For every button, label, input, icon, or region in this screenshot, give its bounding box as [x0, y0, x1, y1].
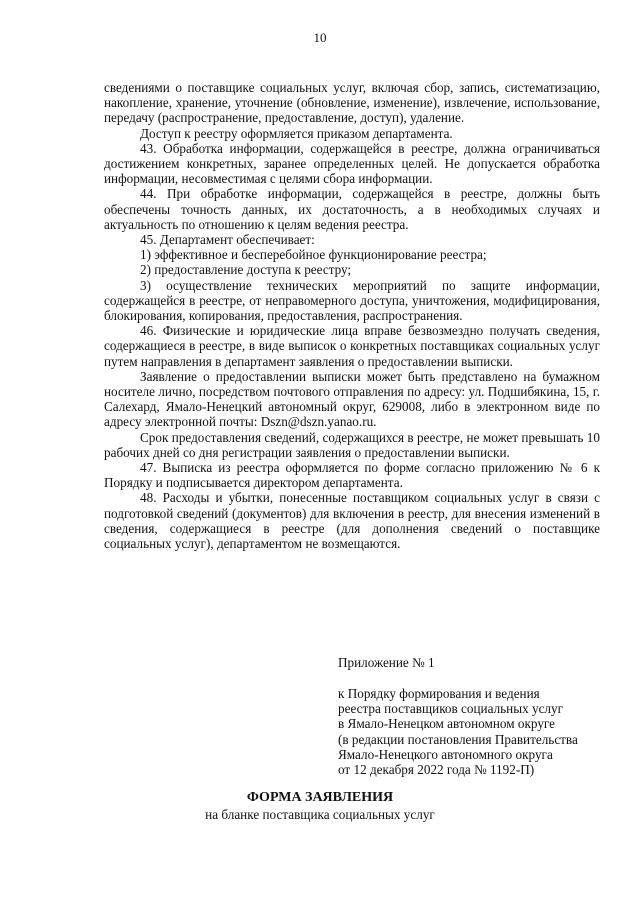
paragraph: Заявление о предоставлении выписки может быть представлено на бумажном носителе лично, посредством почтового отправления по адресу: ул. Подшибякина, 15, г. Салехард, Ямало-Ненецкий автономный округ, 629008, либо в электронном виде по адресу электронной почты: Dszn@dszn.yanao.ru. — [104, 368, 600, 430]
appendix-line: в Ямало-Ненецком автономном округе — [338, 716, 555, 732]
appendix-line: к Порядку формирования и ведения — [338, 686, 540, 701]
paragraph: 47. Выписка из реестра оформляется по форме согласно приложению № 6 к Порядку и подписывается директором департамента. — [104, 460, 600, 491]
document-body — [104, 80, 600, 551]
paragraph: 1) эффективное и бесперебойное функционирование реестра; — [140, 247, 487, 263]
appendix-title: Приложение № 1 — [338, 655, 435, 670]
page-number: 10 — [313, 30, 327, 45]
paragraph: 46. Физические и юридические лица вправе безвозмездно получать сведения, содержащиеся в реестре, в виде выписок о конкретных поставщиках социальных услуг путем направления в департамент заявления о предоставлении выписки. — [104, 323, 600, 369]
paragraph: 44. При обработке информации, содержащейся в реестре, должны быть обеспечены точность данных, их достаточность, а в необходимых случаях и актуальность по отношению к целям ведения реестра. — [104, 186, 600, 232]
appendix-line: Ямало-Ненецкого автономного округа — [338, 746, 553, 762]
paragraph: 2) предоставление доступа к реестру; — [140, 262, 352, 278]
paragraph: Доступ к реестру оформляется приказом департамента. — [140, 125, 453, 141]
paragraph: сведениями о поставщике социальных услуг, включая сбор, запись, систематизацию, накопление, хранение, уточнение (обновление, изменение), извлечение, использование, передачу (распространение, предоставление, доступ), удаление. — [104, 80, 600, 126]
appendix-line: от 12 декабря 2022 года № 1192-П) — [338, 762, 535, 778]
form-title: ФОРМА ЗАЯВЛЕНИЯ — [246, 790, 394, 805]
paragraph: 45. Департамент обеспечивает: — [140, 232, 315, 248]
paragraph: 43. Обработка информации, содержащейся в реестре, должна ограничиваться достижением конкретных, заранее определенных целей. Не допускается обработка информации, несовместимая с целями сбора информации. — [104, 140, 600, 187]
paragraph: 3) осуществление технических мероприятий по защите информации, содержащейся в реестре, от неправомерного доступа, уничтожения, модифицирования, блокирования, копирования, предоставления, распространения. — [104, 277, 600, 324]
appendix-line: (в редакции постановления Правительства — [338, 731, 578, 747]
paragraph: Срок предоставления сведений, содержащихся в реестре, не может превышать 10 рабочих дней со дня регистрации заявления о предоставлении выписки. — [104, 429, 600, 460]
form-subtitle: на бланке поставщика социальных услуг — [205, 807, 435, 822]
paragraph: 48. Расходы и убытки, понесенные поставщиком социальных услуг в связи с подготовкой сведений (документов) для включения в реестр, для внесения изменений в сведения, содержащиеся в реестре (для дополнения сведений о поставщике социальных услуг), департаментом не возмещаются. — [104, 490, 600, 552]
appendix-line: реестра поставщиков социальных услуг — [338, 701, 564, 717]
appendix-reference — [338, 686, 600, 777]
